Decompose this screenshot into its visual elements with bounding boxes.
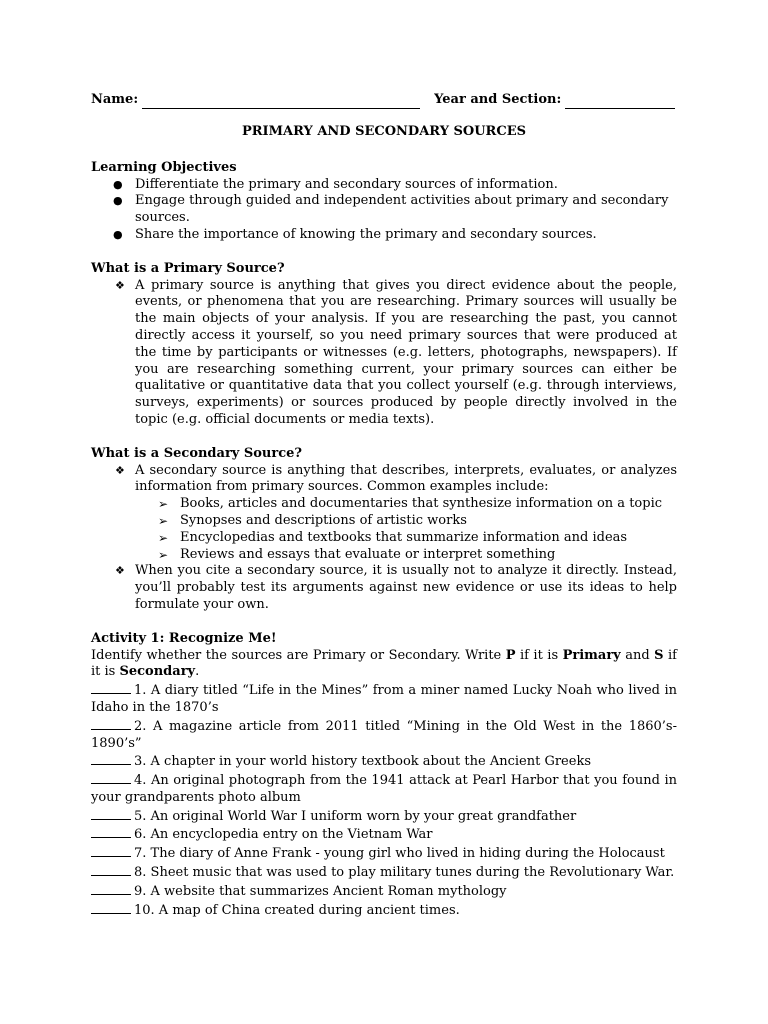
secondary-source-heading: What is a Secondary Source? [91, 445, 303, 461]
secondary-source-paragraph [91, 463, 677, 497]
activity-item [91, 825, 677, 844]
activity-item-text: 3. A chapter in your world history textbook about the Ancient Greeks [134, 754, 591, 770]
instr-text: . [195, 664, 200, 680]
worksheet-content [91, 92, 677, 919]
year-section-label: Year and Section: [434, 92, 562, 107]
instr-p-letter: P [505, 647, 516, 663]
objective-text: Differentiate the primary and secondary sources of information. [135, 176, 558, 192]
primary-source-text: A primary source is anything that gives you direct evidence about the people, events, or phenomena that you are researching. Primary sources will usually be the main objects of your analysis. If you are researching the past, you cannot directly access it yourself, so you need primary sources that were produced at the time by participants or witnesses (e.g. letters, photographs, newspapers). If you are researching something current, your primary sources can either be qualitative or quantitative data that you collect yourself (e.g. through interviews, surveys, experiments) or sources produced by people directly involved in the topic (e.g. official documents or media texts). [135, 277, 677, 427]
objective-item [91, 227, 677, 244]
answer-blank[interactable] [91, 844, 131, 857]
instr-primary-word: Primary [562, 647, 621, 663]
secondary-source-text-2: When you cite a secondary source, it is usually not to analyze it directly. Instead, you’ll probably test its arguments against new evidence or use its ideas to help formulate your own. [135, 563, 677, 612]
answer-blank[interactable] [91, 752, 131, 765]
activity-item [91, 901, 677, 920]
example-text: Encyclopedias and textbooks that summarize information and ideas [180, 529, 628, 545]
example-item [91, 547, 677, 564]
activity-item [91, 807, 677, 826]
objectives-heading: Learning Objectives [91, 159, 237, 175]
activity-instructions [91, 648, 677, 682]
activity-item-text: 1. A diary titled “Life in the Mines” from a miner named Lucky Noah who lived in Idaho in the 1870’s [91, 683, 677, 715]
primary-source-paragraph [91, 278, 677, 429]
instr-secondary-word: Secondary [119, 664, 196, 680]
instr-s-letter: S [654, 647, 664, 663]
answer-blank[interactable] [91, 771, 131, 784]
answer-blank[interactable] [91, 901, 131, 914]
bullet-icon: ● [113, 227, 123, 241]
example-item [91, 496, 677, 513]
example-item [91, 513, 677, 530]
secondary-source-paragraph-2 [91, 563, 677, 613]
activity-item [91, 752, 677, 771]
activity-item-text: 4. An original photograph from the 1941 attack at Pearl Harbor that you found in your grandparents photo album [91, 773, 677, 805]
instr-text: Identify whether the sources are Primary or Secondary. Write [91, 647, 506, 663]
primary-source-heading: What is a Primary Source? [91, 260, 285, 276]
objective-item [91, 193, 677, 227]
activity-item-text: 10. A map of China created during ancient times. [134, 902, 460, 918]
objective-text: Engage through guided and independent activities about primary and secondary sources. [135, 193, 669, 226]
activity-item [91, 863, 677, 882]
answer-blank[interactable] [91, 807, 131, 820]
name-label: Name: [91, 92, 139, 107]
arrow-bullet-icon: ➢ [158, 497, 169, 512]
objective-item [91, 177, 677, 194]
arrow-bullet-icon: ➢ [158, 530, 169, 545]
example-text: Books, articles and documentaries that synthesize information on a topic [180, 496, 663, 512]
diamond-bullet-icon: ❖ [115, 564, 125, 578]
answer-blank[interactable] [91, 863, 131, 876]
name-blank-line[interactable] [142, 95, 420, 109]
instr-text: if it is [515, 647, 563, 663]
activity-item [91, 844, 677, 863]
instr-text: and [620, 647, 655, 663]
example-text: Synopses and descriptions of artistic works [180, 512, 467, 528]
header-row [91, 92, 677, 110]
bullet-icon: ● [113, 177, 123, 191]
activity-item-text: 7. The diary of Anne Frank - young girl who lived in hiding during the Holocaust [134, 846, 665, 862]
answer-blank[interactable] [91, 825, 131, 838]
example-item [91, 530, 677, 547]
activity-item [91, 771, 677, 807]
secondary-source-text: A secondary source is anything that describes, interprets, evaluates, or analyzes information from primary sources. Common examples include: [135, 462, 677, 495]
activity-item-text: 2. A magazine article from 2011 titled “Mining in the Old West in the 1860’s-1890’s” [91, 718, 677, 751]
instr-text: if it is [91, 647, 677, 680]
activity-item-text: 8. Sheet music that was used to play military tunes during the Revolutionary War. [134, 865, 675, 881]
activity-item [91, 882, 677, 901]
activity-item [91, 681, 677, 717]
objective-text: Share the importance of knowing the primary and secondary sources. [135, 226, 597, 242]
activity-item-text: 6. An encyclopedia entry on the Vietnam War [134, 827, 433, 843]
diamond-bullet-icon: ❖ [115, 278, 125, 292]
answer-blank[interactable] [91, 717, 131, 730]
activity-item [91, 717, 677, 753]
answer-blank[interactable] [91, 882, 131, 895]
page-title: PRIMARY AND SECONDARY SOURCES [241, 124, 527, 139]
year-section-blank-line[interactable] [565, 95, 675, 109]
activity-item-text: 9. A website that summarizes Ancient Roman mythology [134, 883, 507, 899]
example-text: Reviews and essays that evaluate or interpret something [180, 546, 556, 562]
arrow-bullet-icon: ➢ [158, 513, 169, 528]
arrow-bullet-icon: ➢ [158, 547, 169, 562]
activity-heading: Activity 1: Recognize Me! [91, 630, 277, 646]
answer-blank[interactable] [91, 681, 131, 694]
activity-item-text: 5. An original World War I uniform worn by your great grandfather [134, 808, 577, 824]
bullet-icon: ● [113, 194, 123, 208]
diamond-bullet-icon: ❖ [115, 463, 125, 477]
